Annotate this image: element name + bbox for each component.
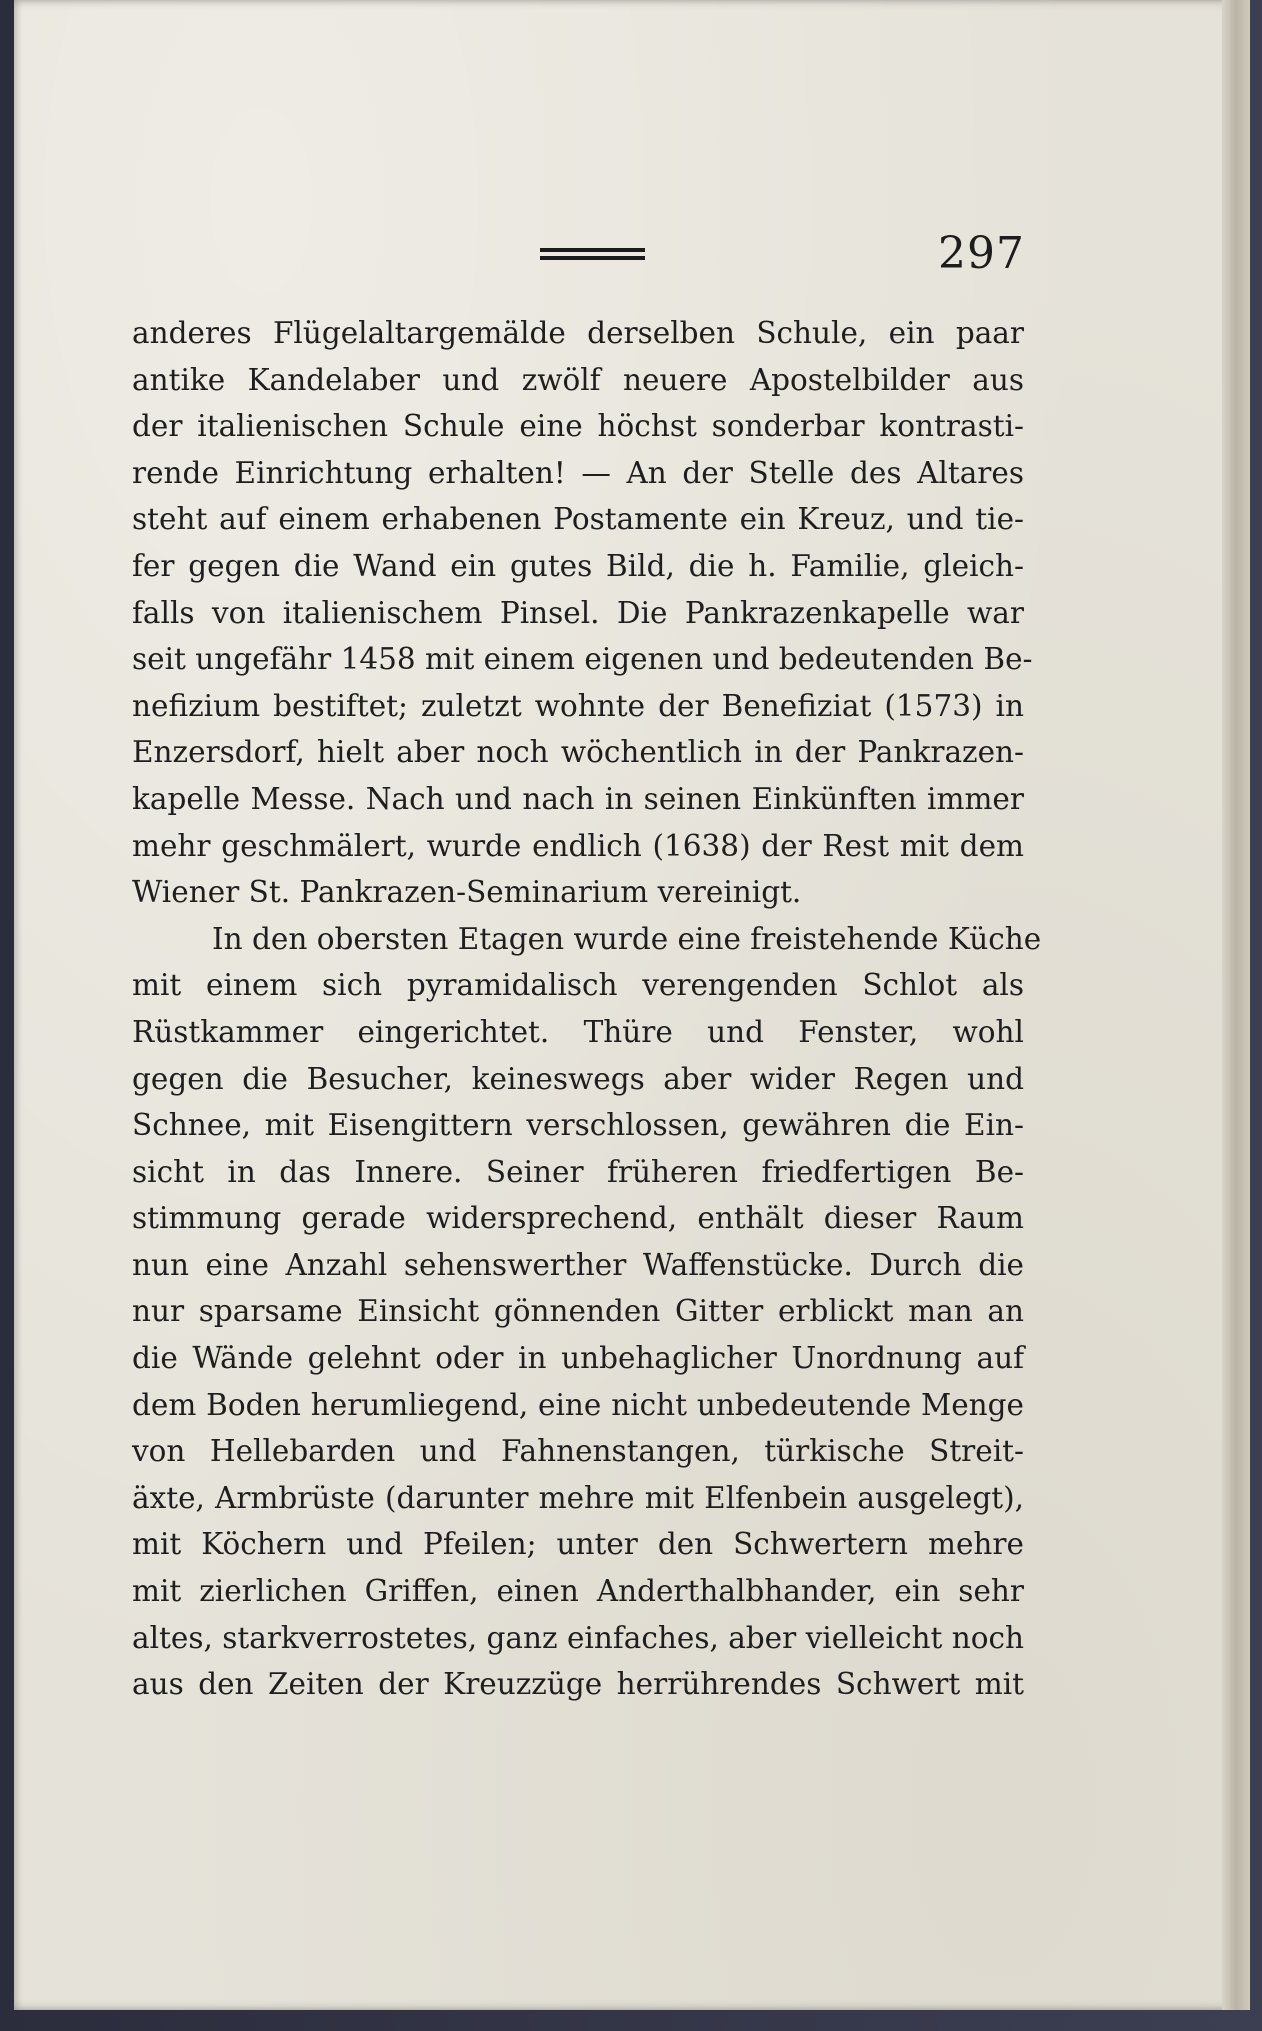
text-line: mehr geschmälert, wurde endlich (1638) der Rest mit dem [132,828,1024,863]
text-line: nur sparsame Einsicht gönnenden Gitter erblickt man an [132,1294,1024,1329]
text-line: sicht in das Innere. Seiner früheren friedfertigen Be- [132,1154,1024,1189]
text-line: rende Einrichtung erhalten! — An der Stelle des Altares [132,455,1024,490]
text-line: seit ungefähr 1458 mit einem eigenen und bedeutenden Be- [132,642,1033,677]
text-line: Rüstkammer eingerichtet. Thüre und Fenster, wohl [132,1014,1024,1049]
body-text [132,310,1042,1708]
text-line: stimmung gerade widersprechend, enthält dieser Raum [132,1201,1024,1236]
text-line: antike Kandelaber und zwölf neuere Apostelbilder aus [132,362,1024,397]
text-line: mit einem sich pyramidalisch verengenden Schlot als [132,968,1024,1003]
text-line: von Hellebarden und Fahnenstangen, türkische Streit- [132,1434,1024,1469]
text-line: nun eine Anzahl sehenswerther Waffenstücke. Durch die [132,1247,1024,1282]
text-line: fer gegen die Wand ein gutes Bild, die h. Familie, gleich- [132,548,1024,583]
text-line: In den obersten Etagen wurde eine freistehende Küche [212,921,1042,956]
text-line: falls von italienischem Pinsel. Die Pankrazenkapelle war [132,595,1024,630]
text-line: mit zierlichen Griffen, einen Anderthalbhander, ein sehr [132,1574,1024,1609]
text-line: nefizium bestiftet; zuletzt wohnte der Benefiziat (1573) in [132,688,1024,723]
text-line: altes, starkverrostetes, ganz einfaches, aber vielleicht noch [132,1620,1024,1655]
text-line: äxte, Armbrüste (darunter mehre mit Elfenbein ausgelegt), [132,1480,1024,1515]
page-edge [1222,0,1250,2010]
text-line: aus den Zeiten der Kreuzzüge herrührendes Schwert mit [132,1667,1024,1702]
page-number: 297 [938,228,1025,279]
text-line: Wiener St. Pankrazen-Seminarium vereinigt. [132,875,802,910]
text-line: anderes Flügelaltargemälde derselben Schule, ein paar [132,316,1024,350]
page-header [120,228,1025,288]
text-line: Enzersdorf, hielt aber noch wöchentlich in der Pankrazen- [132,735,1024,770]
text-line: mit Köchern und Pfeilen; unter den Schwertern mehre [132,1527,1024,1562]
text-line: die Wände gelehnt oder in unbehaglicher Unordnung auf [132,1341,1024,1376]
text-line: dem Boden herumliegend, eine nicht unbedeutende Menge [132,1387,1024,1422]
text-line: steht auf einem erhabenen Postamente ein Kreuz, und tie- [132,502,1024,537]
text-line: Schnee, mit Eisengittern verschlossen, gewähren die Ein- [132,1108,1024,1143]
text-line: kapelle Messe. Nach und nach in seinen Einkünften immer [132,781,1024,816]
text-line: gegen die Besucher, keineswegs aber wider Regen und [132,1061,1024,1096]
header-rule [540,248,645,264]
text-line: der italienischen Schule eine höchst sonderbar kontrasti- [132,409,1024,444]
